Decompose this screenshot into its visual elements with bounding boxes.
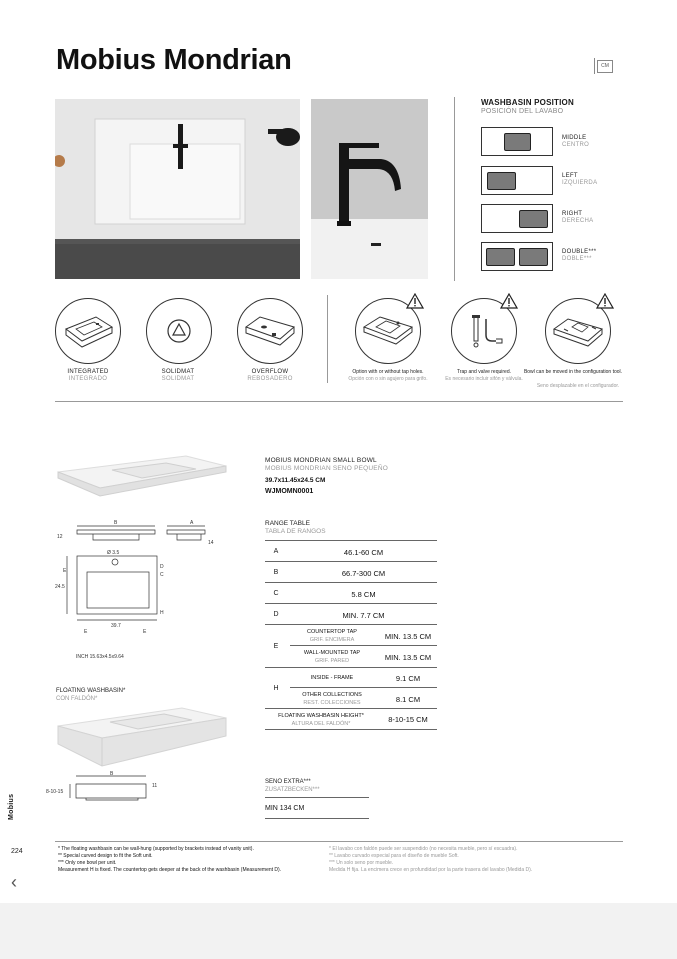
table-rule (265, 561, 437, 562)
unit-bracket (594, 58, 596, 74)
range-row-letter: B (273, 569, 279, 576)
integrated-basin-icon (55, 298, 121, 364)
warning-icon (500, 293, 518, 309)
position-left-label: LEFT (562, 173, 578, 179)
product-render-small-bowl (56, 452, 228, 500)
feature-overflow-label-es: REBOSADERO (247, 376, 293, 382)
range-sub-label-es: GRIF. ENCIMERA (309, 637, 355, 643)
floating-drawing (46, 770, 166, 804)
footnote-es-1: * El lavabo con faldón puede ser suspendido (no necesita mueble, pero sí escuadra). (329, 846, 518, 852)
dim-label-h: H (160, 610, 164, 616)
unit-badge: CM (597, 60, 613, 73)
footnote-2: ** Special curved design to fit the Soft unit. (58, 853, 153, 859)
range-row-value: MIN. 7.7 CM (342, 611, 385, 620)
washbasin-position-title: WASHBASIN POSITION (481, 98, 574, 107)
bowl-shape (486, 248, 515, 266)
floating-dim-b: B (110, 771, 114, 777)
note-trap-valve: Trap and valve required. (456, 369, 511, 375)
footnote-4: Measurement H is fixed. The countertop gets deeper at the back of the washbasin (Measurement D). (58, 867, 282, 873)
table-rule (265, 603, 437, 604)
bowl-shape (519, 210, 548, 228)
product-dimensions: 39.7x11.45x24.5 CM (265, 477, 326, 484)
range-table-title: RANGE TABLE (265, 520, 310, 527)
product-name-es: MOBIUS MONDRIAN SENO PEQUEÑO (265, 465, 388, 472)
note-tap-holes: Option with or without tap holes. (352, 369, 424, 375)
floating-washbasin-render (56, 704, 228, 768)
range-row-value: 46.1-60 CM (343, 548, 384, 557)
overflow-icon (237, 298, 303, 364)
table-rule (265, 624, 437, 625)
note-trap-valve-es: Es necesario incluir sifón y válvula. (445, 376, 523, 382)
position-double-diagram (481, 242, 553, 271)
product-code: WJMOMN0001 (265, 488, 314, 495)
floating-dim-heights: 8-10-15 (46, 789, 64, 795)
dim-label-c: C (160, 572, 164, 578)
note-bowl-move: Bowl can be moved in the configuration tool. (523, 369, 623, 375)
side-brand-label: Mobius (8, 793, 15, 820)
range-sub-value: MIN. 13.5 CM (384, 653, 432, 662)
range-sub-label: WALL-MOUNTED TAP (303, 650, 361, 656)
footnote-es-3: *** Un solo seno por mueble. (329, 860, 394, 866)
table-rule (265, 708, 437, 709)
solidmat-icon (146, 298, 212, 364)
table-rule (265, 667, 437, 668)
range-sub-label: FLOATING WASHBASIN HEIGHT* (278, 713, 364, 719)
dim-label-depth: 24.5 (55, 584, 65, 590)
range-sub-label: INSIDE - FRAME (310, 675, 354, 681)
position-double-label: DOUBLE*** (562, 249, 597, 255)
table-rule (290, 645, 437, 646)
extra-title: SENO EXTRA*** (265, 779, 311, 785)
position-double-label-es: DOBLE*** (562, 256, 592, 262)
floating-title: FLOATING WASHBASIN* (56, 688, 126, 694)
washbasin-position-subtitle: POSICIÓN DEL LAVABO (481, 108, 564, 115)
position-right-label-es: DERECHA (562, 218, 594, 224)
footer-rule (55, 841, 623, 842)
table-rule (265, 582, 437, 583)
bowl-shape (504, 133, 531, 151)
position-left-diagram (481, 166, 553, 195)
table-rule (265, 818, 369, 819)
range-row-value: 66.7-300 CM (341, 569, 386, 578)
note-tap-holes-es: Opción con o sin agujero para grifo. (348, 376, 428, 382)
back-arrow-icon[interactable]: ‹ (11, 872, 17, 892)
range-sub-value: MIN. 13.5 CM (384, 632, 432, 641)
range-sub-label: COUNTERTOP TAP (307, 629, 357, 635)
table-rule (265, 797, 369, 798)
bottom-margin (0, 903, 677, 959)
range-sub-value: 8-10-15 CM (388, 715, 428, 724)
footnote-1: * The floating washbasin can be wall-hung (supported by brackets instead of vanity unit). (58, 846, 254, 852)
dim-label-e-left: E (63, 568, 67, 574)
feature-overflow-label: OVERFLOW (251, 369, 289, 375)
dim-label-d: D (160, 564, 164, 570)
feature-solidmat-label: SOLIDMAT (161, 369, 195, 375)
note-bowl-move-es: Seno desplazable en el configurador. (536, 383, 620, 389)
feature-solidmat-label-es: SOLIDMAT (161, 376, 195, 382)
feature-divider (327, 295, 328, 383)
position-left-label-es: IZQUIERDA (562, 180, 598, 186)
floating-title-es: CON FALDÓN* (56, 696, 98, 702)
footnote-es-2: ** Lavabo curvado especial para el diseño de mueble Soft. (329, 853, 459, 859)
product-photo-tap (311, 99, 428, 279)
table-rule (290, 687, 437, 688)
dim-label-14: 14 (208, 540, 214, 546)
dim-label-width: 39.7 (111, 623, 121, 629)
range-sub-label-es: ALTURA DEL FALDÓN* (291, 721, 351, 727)
position-middle-label: MIDDLE (562, 135, 587, 141)
footnote-3: *** Only one bowl per unit. (58, 860, 117, 866)
dim-label-dia: Ø 3.5 (107, 550, 120, 556)
position-right-label: RIGHT (562, 211, 583, 217)
dim-label-e-bottom: E (84, 629, 88, 635)
range-row-letter: D (273, 611, 279, 618)
range-table-title-es: TABLA DE RANGOS (265, 528, 326, 535)
footnote-es-4: Medida H fija. La encimera crece en profundidad por la parte trasera del lavabo (Medida D). (329, 867, 533, 873)
dim-label-b: B (114, 520, 118, 526)
dim-label-12: 12 (57, 534, 63, 540)
product-name: MOBIUS MONDRIAN SMALL BOWL (265, 457, 377, 464)
dim-label-a: A (190, 520, 194, 526)
range-row-value: 5.8 CM (351, 590, 376, 599)
range-sub-label: OTHER COLLECTIONS (302, 692, 362, 698)
extra-value: MIN 134 CM (265, 805, 305, 812)
table-rule (265, 540, 437, 541)
table-rule (265, 729, 437, 730)
extra-title-es: ZUSATZBECKEN*** (265, 787, 320, 793)
range-row-letter: A (273, 548, 279, 555)
product-photo-top-view (55, 99, 300, 279)
range-row-letter: E (273, 643, 279, 650)
floating-dim-small: 11 (152, 783, 158, 789)
section-rule (55, 401, 623, 402)
range-row-letter: H (273, 685, 279, 692)
page-number: 224 (11, 848, 23, 855)
position-right-diagram (481, 204, 553, 233)
section-divider (454, 97, 456, 281)
bowl-shape (519, 248, 548, 266)
bowl-shape (487, 172, 516, 190)
dim-label-e-bottom-right: E (143, 629, 147, 635)
warning-icon (406, 293, 424, 309)
range-sub-value: 9.1 CM (395, 674, 421, 683)
position-middle-label-es: CENTRO (562, 142, 590, 148)
range-sub-label-es: GRIF. PARED (314, 658, 350, 664)
feature-integrated-label-es: INTEGRADO (68, 376, 108, 382)
range-sub-label-es: REST. COLECCIONES (303, 700, 361, 706)
range-sub-value: 8.1 CM (395, 695, 421, 704)
page-title: Mobius Mondrian (56, 44, 292, 76)
feature-integrated-label: INTEGRATED (67, 369, 109, 375)
technical-drawing (55, 516, 230, 666)
warning-icon (596, 293, 614, 309)
position-middle-diagram (481, 127, 553, 156)
range-row-letter: C (273, 590, 279, 597)
inch-dimensions: INCH 15.63x4.5x9.64 (76, 654, 124, 660)
